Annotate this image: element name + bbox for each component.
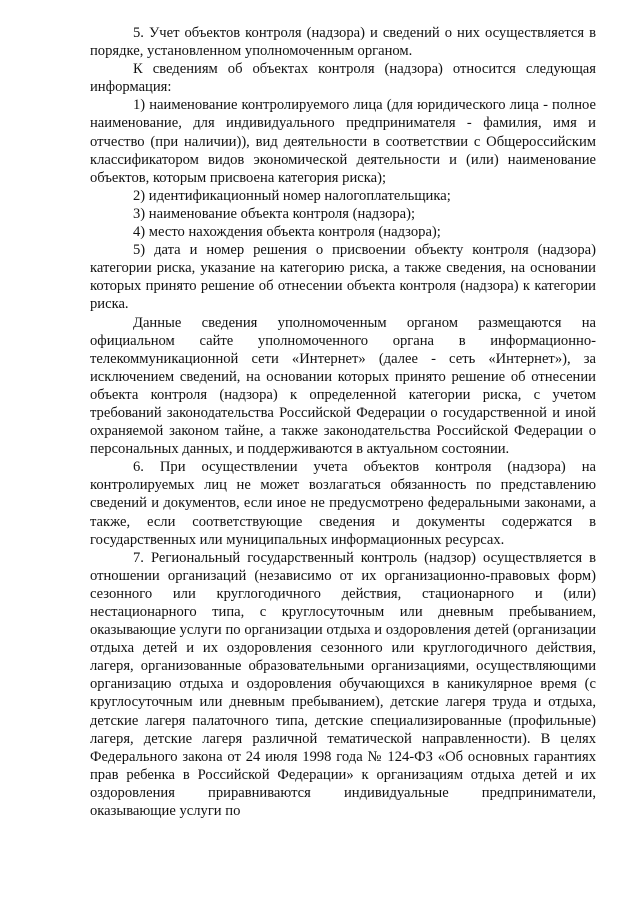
paragraph-list-item-1: 1) наименование контролируемого лица (для юридического лица - полное наименование, для индивидуального предпринимателя - фамилия, имя и отчество (при наличии)), вид деятельности в соответствии с Общероссийским классификатором видов экономической деятельности и (или) наименование объектов, которым присвоена категория риска); [90,97,596,186]
document-page [90,24,596,820]
paragraph-item-5: 5. Учет объектов контроля (надзора) и сведений о них осуществляется в порядке, установленном уполномоченным органом. [90,25,596,60]
paragraph-list-item-2: 2) идентификационный номер налогоплательщика; [133,187,451,204]
paragraph-info-intro: К сведениям об объектах контроля (надзора) относится следующая информация: [90,61,596,96]
paragraph-item-7: 7. Региональный государственный контроль (надзор) осуществляется в отношении организаций (независимо от их организационно-правовых форм) сезонного или круглогодичного действия, стационарного и (или) нестационарного типа, с круглосуточным или дневным пребыванием, оказывающие услуги по организации отдыха и оздоровления детей (организации отдыха детей и их оздоровления сезонного или круглогодичного действия, лагеря, организованные образовательными организациями, осуществляющими организацию отдыха и оздоровления обучающихся в каникулярное время (с круглосуточным или дневным пребыванием), детские лагеря труда и отдыха, детские лагеря палаточного типа, детские специализированные (профильные) лагеря, детские лагеря различной тематической направленности). В целях Федерального закона от 24 июля 1998 года № 124-ФЗ «Об основных гарантиях прав ребенка в Российской Федерации» к организациям отдыха детей и их оздоровления приравниваются индивидуальные предприниматели, оказывающие услуги по [90,549,596,820]
paragraph-list-item-5: 5) дата и номер решения о присвоении объекту контроля (надзора) категории риска, указание на категорию риска, а также сведения, на основании которых принято решение об отнесении объекта контроля (надзора) к категории риска. [90,242,596,313]
paragraph-list-item-4: 4) место нахождения объекта контроля (надзора); [133,224,441,241]
paragraph-item-6: 6. При осуществлении учета объектов контроля (надзора) на контролируемых лиц не может возлагаться обязанность по представлению сведений и документов, если иное не предусмотрено федеральными законами, а также, если соответствующие сведения и документы содержатся в государственных или муниципальных информационных ресурсах. [90,459,596,548]
paragraph-publication: Данные сведения уполномоченным органом размещаются на официальном сайте уполномоченного органа в информационно-телекоммуникационной сети «Интернет» (далее - сеть «Интернет»), за исключением сведений, на основании которых принято решение об отнесении объекта контроля (надзора) к определенной категории риска, с учетом требований законодательства Российской Федерации о государственной и иной охраняемой законом тайне, а также законодательства Российской Федерации о персональных данных, и поддерживаются в актуальном состоянии. [90,314,596,458]
paragraph-list-item-3: 3) наименование объекта контроля (надзора); [133,205,416,222]
